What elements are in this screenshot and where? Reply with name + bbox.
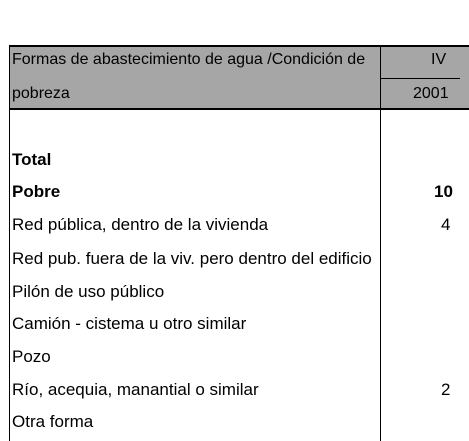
header-label-line2: pobreza: [12, 85, 70, 102]
row-label-red-publica: Red pública, dentro de la vivienda: [12, 215, 269, 234]
row-label-camion: Camión - cistema u otro similar: [12, 314, 247, 333]
row-label-rio: Río, acequia, manantial o similar: [12, 380, 259, 399]
header-column-quarter: IV: [431, 51, 447, 68]
row-value-red-publica: 4: [441, 215, 451, 234]
column-divider: [380, 45, 381, 441]
table-left-border: [9, 45, 10, 441]
header-column-year: 2001: [413, 85, 449, 102]
row-label-pilon: Pilón de uso público: [12, 282, 165, 301]
row-label-pobre: Pobre: [12, 182, 61, 201]
row-value-rio: 2: [441, 380, 451, 399]
row-label-otra-forma: Otra forma: [12, 412, 94, 431]
row-label-red-pub-fuera: Red pub. fuera de la viv. pero dentro del edificio: [12, 249, 372, 268]
row-value-pobre: 10: [434, 182, 453, 201]
header-divider: [380, 78, 460, 79]
row-label-total: Total: [12, 150, 52, 169]
row-label-pozo: Pozo: [12, 347, 51, 366]
header-label-line1: Formas de abastecimiento de agua /Condición de: [12, 51, 366, 68]
